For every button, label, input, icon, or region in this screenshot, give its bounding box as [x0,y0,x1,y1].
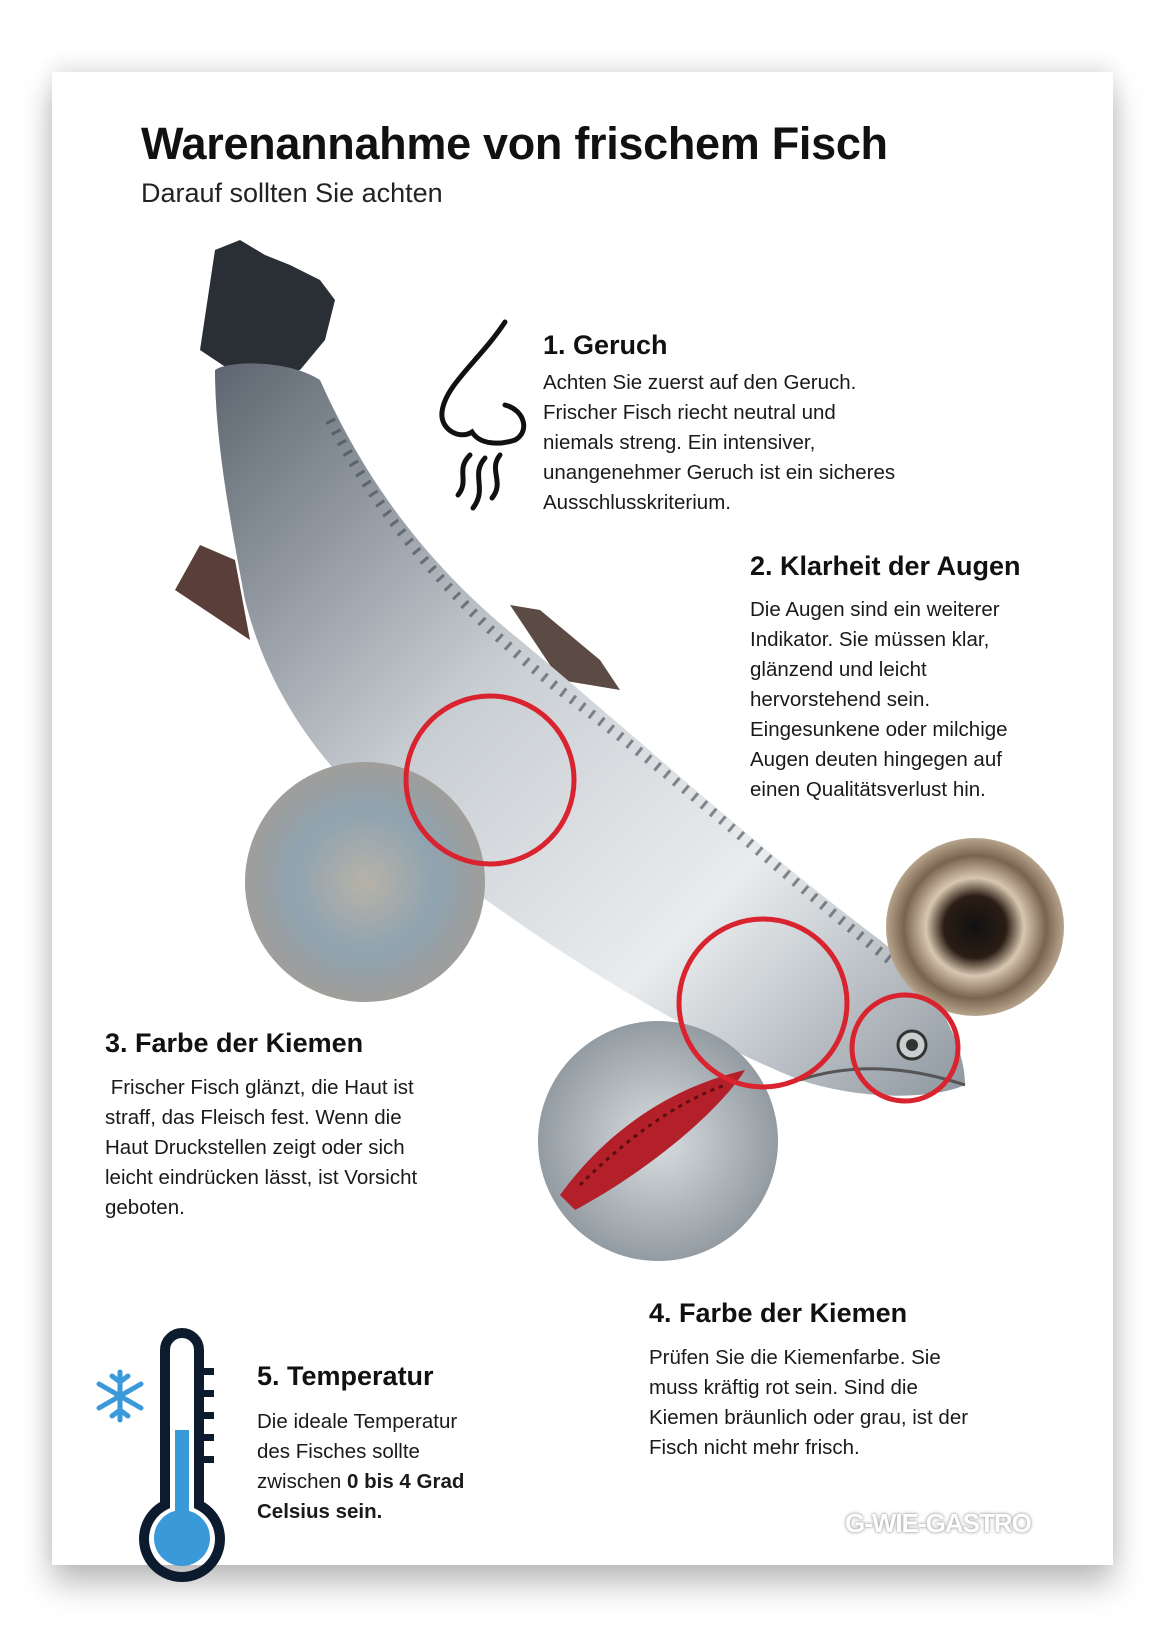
section-temperatur-heading: 5. Temperatur [257,1361,434,1391]
text-line: Prüfen Sie die Kiemenfarbe. Sie [649,1346,941,1369]
text-line: Achten Sie zuerst auf den Geruch. [543,371,857,394]
section-kiemen-text [649,1343,968,1463]
text-line: Frischer Fisch riecht neutral und [543,401,836,424]
text-line: einen Qualitätsverlust hin. [750,778,986,801]
section-temperatur-text [257,1407,464,1527]
text-line: unangenehmer Geruch ist ein sicheres [543,461,896,484]
text-line: hervorstehend sein. [750,688,931,711]
text-line: Fisch nicht mehr frisch. [649,1436,860,1459]
section-haut-text [105,1073,417,1223]
text-line: niemals streng. Ein intensiver, [543,431,816,454]
page-title: Warenannahme von frischem Fisch [141,118,888,169]
temperature-range: 0 bis 4 Grad [347,1470,465,1493]
text-line: des Fisches sollte [257,1440,420,1463]
text-line: glänzend und leicht [750,658,927,681]
text-line: Augen deuten hingegen auf [750,748,1002,771]
section-geruch-text [543,368,895,518]
text-line [257,1497,464,1527]
text-line: leicht eindrücken lässt, ist Vorsicht [105,1166,418,1189]
text-line: Die ideale Temperatur [257,1410,458,1433]
text-line: Die Augen sind ein weiterer [750,598,1000,621]
section-geruch-heading: 1. Geruch [543,330,668,360]
text-fragment: zwischen [257,1470,348,1493]
text-line: geboten. [105,1196,185,1219]
text-line: Indikator. Sie müssen klar, [750,628,990,651]
text-line: Haut Druckstellen zeigt oder sich [105,1136,405,1159]
text-line: straff, das Fleisch fest. Wenn die [105,1106,402,1129]
text-line: Eingesunkene oder milchige [750,718,1008,741]
text-line: Kiemen bräunlich oder grau, ist der [649,1406,969,1429]
watermark-logo: G-WIE-GASTRO [845,1508,1031,1538]
section-augen-heading: 2. Klarheit der Augen [750,551,1021,581]
text-line: Ausschlusskriterium. [543,491,731,514]
section-kiemen-heading: 4. Farbe der Kiemen [649,1298,908,1328]
section-haut-heading: 3. Farbe der Kiemen [105,1028,364,1058]
text-line: muss kräftig rot sein. Sind die [649,1376,918,1399]
snowflake-icon [99,1372,141,1420]
page-subtitle: Darauf sollten Sie achten [141,178,443,208]
section-augen-text [750,595,1008,805]
temperature-unit: Celsius sein. [257,1500,383,1523]
text-line [257,1467,464,1497]
text-line: Frischer Fisch glänzt, die Haut ist [105,1076,414,1099]
thermometer-icon [144,1333,220,1577]
